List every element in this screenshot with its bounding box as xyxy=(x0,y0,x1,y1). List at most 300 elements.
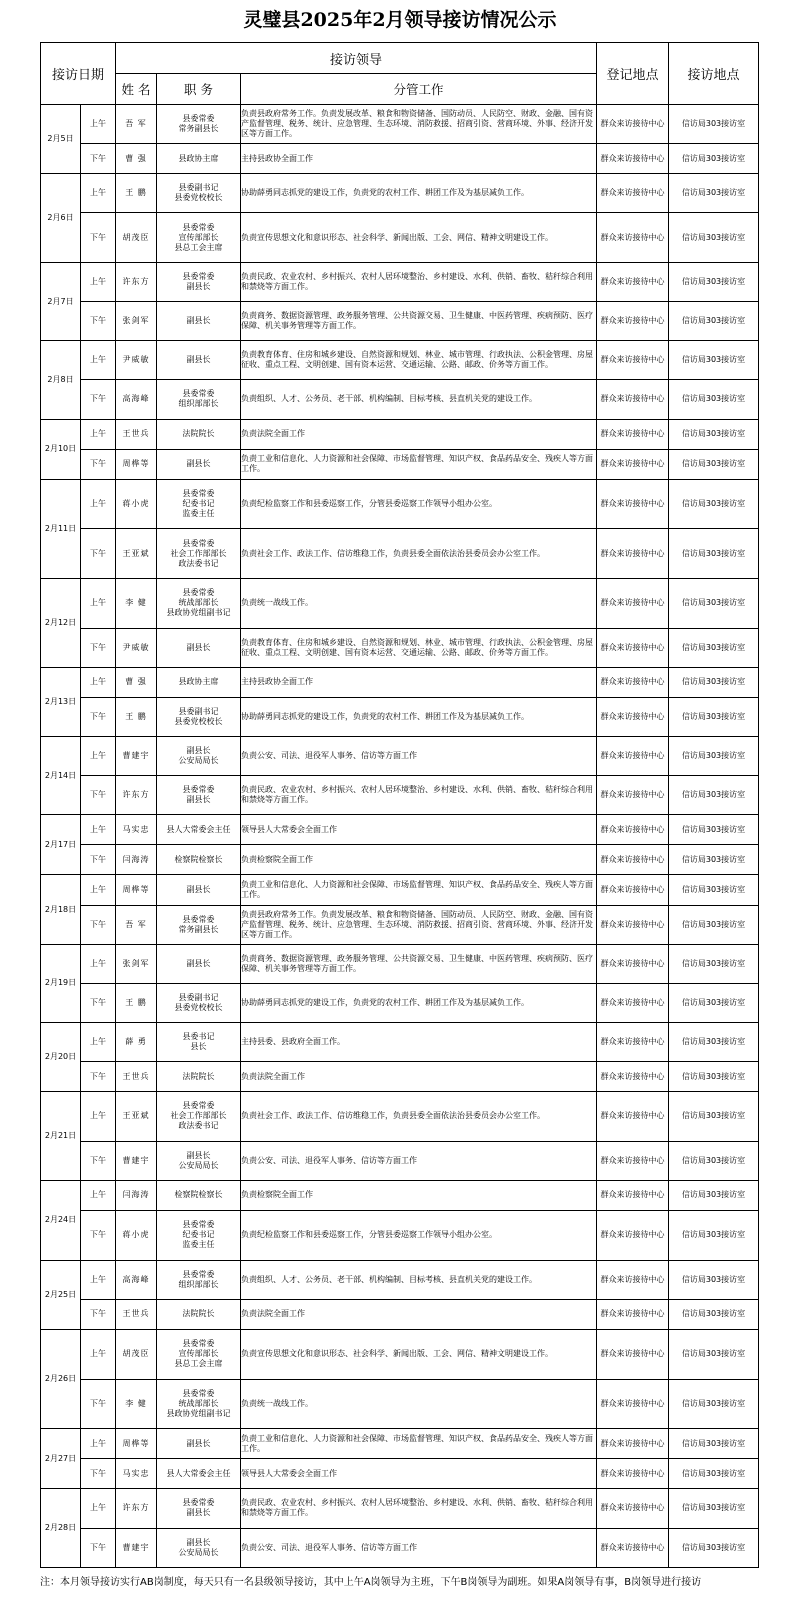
duty-cell: 领导县人大常委会全面工作 xyxy=(241,1459,597,1489)
leader-position xyxy=(157,1260,241,1299)
leader-name: 周桦等 xyxy=(116,1429,157,1459)
period-cell: 下午 xyxy=(81,1062,116,1092)
leader-position xyxy=(157,815,241,845)
period-cell: 上午 xyxy=(81,1022,116,1061)
table-row xyxy=(41,105,759,144)
leader-name: 马实忠 xyxy=(116,815,157,845)
date-cell: 2月28日 xyxy=(41,1489,81,1567)
leader-name: 周桦等 xyxy=(116,875,157,905)
table-row xyxy=(41,213,759,263)
register-location: 群众来访接待中心 xyxy=(597,213,669,263)
position-line: 副县长 xyxy=(186,795,211,805)
position-line: 法院院长 xyxy=(182,429,215,439)
table-row xyxy=(41,1459,759,1489)
visit-location: 信访局303接访室 xyxy=(669,579,759,629)
leader-position xyxy=(157,667,241,697)
duty-cell: 负责公安、司法、退役军人事务、信访等方面工作 xyxy=(241,1141,597,1180)
duty-cell: 负责组织、人才、公务员、老干部、机构编制、目标考核、县直机关党的建设工作。 xyxy=(241,1260,597,1299)
date-cell: 2月19日 xyxy=(41,944,81,1022)
register-location: 群众来访接待中心 xyxy=(597,1429,669,1459)
leader-name: 王亚斌 xyxy=(116,529,157,579)
position-line: 县长 xyxy=(190,1041,207,1051)
leader-position xyxy=(157,479,241,529)
leader-position xyxy=(157,697,241,736)
table-row xyxy=(41,1062,759,1092)
position-line: 县政协党组副书记 xyxy=(166,608,231,618)
duty-cell: 负责民政、农业农村、乡村振兴、农村人居环境整治、乡村建设、水利、供销、畜牧、秸秆综合利用和禁烧等方面工作。 xyxy=(241,263,597,302)
position-line: 县委党校校长 xyxy=(174,716,223,726)
leader-position xyxy=(157,1379,241,1429)
table-row xyxy=(41,1022,759,1061)
table-row xyxy=(41,1299,759,1329)
period-cell: 上午 xyxy=(81,1329,116,1379)
duty-cell: 负责法院全面工作 xyxy=(241,1062,597,1092)
table-row xyxy=(41,1528,759,1567)
leader-position xyxy=(157,1429,241,1459)
position-line: 县委副书记 xyxy=(178,706,219,716)
period-cell: 上午 xyxy=(81,174,116,213)
position-line: 检察院检察长 xyxy=(174,854,223,864)
duty-cell: 负责教育体育、住房和城乡建设、自然资源和规划、林业、城市管理、行政执法、公积金管理、房屋征收、重点工程、文明创建、国有资本运营、交通运输、公路、邮政、价务等方面工作。 xyxy=(241,341,597,380)
visit-location: 信访局303接访室 xyxy=(669,1092,759,1142)
position-line: 副县长 xyxy=(186,1508,211,1518)
leader-name: 王世兵 xyxy=(116,419,157,449)
date-cell: 2月8日 xyxy=(41,341,81,419)
date-cell: 2月18日 xyxy=(41,875,81,944)
position-line: 县委常委 xyxy=(182,1220,215,1230)
duty-cell: 负责法院全面工作 xyxy=(241,419,597,449)
header-duty: 分管工作 xyxy=(241,74,597,105)
period-cell: 下午 xyxy=(81,213,116,263)
register-location: 群众来访接待中心 xyxy=(597,263,669,302)
leader-position xyxy=(157,1022,241,1061)
duty-cell: 负责纪检监察工作和县委巡察工作，分管县委巡察工作领导小组办公室。 xyxy=(241,479,597,529)
position-line: 县委常委 xyxy=(182,785,215,795)
position-line: 法院院长 xyxy=(182,1309,215,1319)
position-line: 宣传部部长 xyxy=(178,232,219,242)
leader-name: 许东方 xyxy=(116,1489,157,1528)
duty-cell: 负责社会工作、政法工作、信访维稳工作，负责县委全面依法治县委员会办公室工作。 xyxy=(241,529,597,579)
register-location: 群众来访接待中心 xyxy=(597,1180,669,1210)
visit-location: 信访局303接访室 xyxy=(669,815,759,845)
leader-name: 张剑军 xyxy=(116,944,157,983)
leader-name: 李 健 xyxy=(116,579,157,629)
table-row xyxy=(41,1329,759,1379)
table-row xyxy=(41,341,759,380)
position-line: 公安局局长 xyxy=(178,1547,219,1557)
table-row xyxy=(41,529,759,579)
leader-name: 王 鹏 xyxy=(116,174,157,213)
leader-name: 吾 军 xyxy=(116,905,157,944)
leader-name: 李 健 xyxy=(116,1379,157,1429)
period-cell: 上午 xyxy=(81,815,116,845)
date-cell: 2月5日 xyxy=(41,105,81,174)
duty-cell: 主持县政协全面工作 xyxy=(241,144,597,174)
period-cell: 下午 xyxy=(81,449,116,479)
leader-position xyxy=(157,944,241,983)
leader-name: 闫海涛 xyxy=(116,845,157,875)
register-location: 群众来访接待中心 xyxy=(597,1141,669,1180)
duty-cell: 领导县人大常委会全面工作 xyxy=(241,815,597,845)
period-cell: 下午 xyxy=(81,1141,116,1180)
visit-location: 信访局303接访室 xyxy=(669,1022,759,1061)
position-line: 副县长 xyxy=(186,1438,211,1448)
visit-location: 信访局303接访室 xyxy=(669,213,759,263)
period-cell: 下午 xyxy=(81,845,116,875)
position-line: 县委常委 xyxy=(182,222,215,232)
date-cell: 2月12日 xyxy=(41,579,81,668)
period-cell: 上午 xyxy=(81,579,116,629)
register-location: 群众来访接待中心 xyxy=(597,579,669,629)
visit-location: 信访局303接访室 xyxy=(669,529,759,579)
position-line: 县委常委 xyxy=(182,489,215,499)
date-cell: 2月27日 xyxy=(41,1429,81,1489)
date-cell: 2月20日 xyxy=(41,1022,81,1091)
duty-cell: 协助薛勇同志抓党的建设工作，负责党的农村工作、耕团工作及为基层减负工作。 xyxy=(241,174,597,213)
leader-name: 马实忠 xyxy=(116,1459,157,1489)
register-location: 群众来访接待中心 xyxy=(597,697,669,736)
visit-location: 信访局303接访室 xyxy=(669,697,759,736)
visit-location: 信访局303接访室 xyxy=(669,263,759,302)
position-line: 副县长 xyxy=(186,355,211,365)
position-line: 副县长 xyxy=(186,958,211,968)
position-line: 常务副县长 xyxy=(178,124,219,134)
leader-name: 王 鹏 xyxy=(116,697,157,736)
period-cell: 上午 xyxy=(81,479,116,529)
duty-cell: 负责宣传思想文化和意识形态、社会科学、新闻出版、工会、网信、精神文明建设工作。 xyxy=(241,1329,597,1379)
leader-name: 尹威敏 xyxy=(116,341,157,380)
visit-location: 信访局303接访室 xyxy=(669,944,759,983)
position-line: 公安局局长 xyxy=(178,756,219,766)
table-row xyxy=(41,1180,759,1210)
period-cell: 上午 xyxy=(81,667,116,697)
table-row xyxy=(41,174,759,213)
duty-cell: 协助薛勇同志抓党的建设工作，负责党的农村工作、耕团工作及为基层减负工作。 xyxy=(241,983,597,1022)
leader-name: 王亚斌 xyxy=(116,1092,157,1142)
table-row xyxy=(41,1489,759,1528)
duty-cell: 负责宣传思想文化和意识形态、社会科学、新闻出版、工会、网信、精神文明建设工作。 xyxy=(241,213,597,263)
duty-cell: 主持县委、县政府全面工作。 xyxy=(241,1022,597,1061)
period-cell: 下午 xyxy=(81,628,116,667)
period-cell: 下午 xyxy=(81,144,116,174)
position-line: 县政协党组副书记 xyxy=(166,1408,231,1418)
leader-position xyxy=(157,875,241,905)
visit-location: 信访局303接访室 xyxy=(669,479,759,529)
date-cell: 2月14日 xyxy=(41,737,81,815)
duty-cell: 负责县政府常务工作。负责发展改革、粮食和物资储备、国防动员、人民防空、财政、金融、国有资产监督管理、税务、统计、应急管理、生态环境、消防救援、招商引资、营商环境、外事、经济开发区等方面工作。 xyxy=(241,105,597,144)
table-row xyxy=(41,302,759,341)
visit-location: 信访局303接访室 xyxy=(669,449,759,479)
table-row xyxy=(41,1429,759,1459)
register-location: 群众来访接待中心 xyxy=(597,1092,669,1142)
visit-location: 信访局303接访室 xyxy=(669,174,759,213)
position-line: 副县长 xyxy=(186,1150,211,1160)
register-location: 群众来访接待中心 xyxy=(597,380,669,419)
visit-location: 信访局303接访室 xyxy=(669,1528,759,1567)
period-cell: 下午 xyxy=(81,697,116,736)
position-line: 县委常委 xyxy=(182,538,215,548)
table-row xyxy=(41,875,759,905)
position-line: 县委书记 xyxy=(182,1031,215,1041)
position-line: 县委党校校长 xyxy=(174,1002,223,1012)
position-line: 公安局局长 xyxy=(178,1160,219,1170)
leader-position xyxy=(157,1459,241,1489)
leader-name: 许东方 xyxy=(116,776,157,815)
visit-location: 信访局303接访室 xyxy=(669,1429,759,1459)
position-line: 社会工作部部长 xyxy=(170,548,227,558)
period-cell: 下午 xyxy=(81,380,116,419)
header-leader: 接访领导 xyxy=(116,43,597,74)
register-location: 群众来访接待中心 xyxy=(597,737,669,776)
position-line: 常务副县长 xyxy=(178,924,219,934)
table-row xyxy=(41,815,759,845)
register-location: 群众来访接待中心 xyxy=(597,875,669,905)
leader-name: 尹威敏 xyxy=(116,628,157,667)
period-cell: 上午 xyxy=(81,105,116,144)
position-line: 社会工作部部长 xyxy=(170,1111,227,1121)
leader-name: 闫海涛 xyxy=(116,1180,157,1210)
register-location: 群众来访接待中心 xyxy=(597,144,669,174)
leader-position xyxy=(157,1489,241,1528)
leader-name: 周桦等 xyxy=(116,449,157,479)
leader-position xyxy=(157,144,241,174)
register-location: 群众来访接待中心 xyxy=(597,1211,669,1261)
register-location: 群众来访接待中心 xyxy=(597,1329,669,1379)
visit-location: 信访局303接访室 xyxy=(669,1299,759,1329)
table-row xyxy=(41,737,759,776)
duty-cell: 负责教育体育、住房和城乡建设、自然资源和规划、林业、城市管理、行政执法、公积金管理、房屋征收、重点工程、文明创建、国有资本运营、交通运输、公路、邮政、价务等方面工作。 xyxy=(241,628,597,667)
table-row xyxy=(41,905,759,944)
register-location: 群众来访接待中心 xyxy=(597,1299,669,1329)
leader-position xyxy=(157,1528,241,1567)
register-location: 群众来访接待中心 xyxy=(597,174,669,213)
table-row xyxy=(41,1092,759,1142)
register-location: 群众来访接待中心 xyxy=(597,905,669,944)
visit-location: 信访局303接访室 xyxy=(669,1379,759,1429)
page-title: 灵璧县2025年2月领导接访情况公示 xyxy=(243,9,557,31)
period-cell: 下午 xyxy=(81,529,116,579)
table-row xyxy=(41,983,759,1022)
position-line: 副县长 xyxy=(186,642,211,652)
table-row xyxy=(41,144,759,174)
duty-cell: 负责社会工作、政法工作、信访维稳工作，负责县委全面依法治县委员会办公室工作。 xyxy=(241,1092,597,1142)
table-row xyxy=(41,1141,759,1180)
period-cell: 上午 xyxy=(81,1489,116,1528)
visit-location: 信访局303接访室 xyxy=(669,1260,759,1299)
duty-cell: 负责县政府常务工作。负责发展改革、粮食和物资储备、国防动员、人民防空、财政、金融、国有资产监督管理、税务、统计、应急管理、生态环境、消防救援、招商引资、营商环境、外事、经济开发区等方面工作。 xyxy=(241,905,597,944)
position-line: 县人大常委会主任 xyxy=(166,1468,231,1478)
header-date: 接访日期 xyxy=(41,43,116,105)
period-cell: 上午 xyxy=(81,263,116,302)
visit-location: 信访局303接访室 xyxy=(669,1141,759,1180)
visit-location: 信访局303接访室 xyxy=(669,1062,759,1092)
position-line: 统战部部长 xyxy=(178,1398,219,1408)
leader-position xyxy=(157,341,241,380)
register-location: 群众来访接待中心 xyxy=(597,419,669,449)
period-cell: 下午 xyxy=(81,1211,116,1261)
register-location: 群众来访接待中心 xyxy=(597,628,669,667)
position-line: 县委常委 xyxy=(182,114,215,124)
table-row xyxy=(41,944,759,983)
leader-position xyxy=(157,1092,241,1142)
position-line: 县政协主席 xyxy=(178,153,219,163)
date-cell: 2月26日 xyxy=(41,1329,81,1428)
duty-cell: 负责纪检监察工作和县委巡察工作，分管县委巡察工作领导小组办公室。 xyxy=(241,1211,597,1261)
visit-location: 信访局303接访室 xyxy=(669,1489,759,1528)
visit-location: 信访局303接访室 xyxy=(669,419,759,449)
leader-position xyxy=(157,419,241,449)
period-cell: 上午 xyxy=(81,875,116,905)
leader-name: 胡茂臣 xyxy=(116,213,157,263)
visit-location: 信访局303接访室 xyxy=(669,105,759,144)
position-line: 县委副书记 xyxy=(178,992,219,1002)
position-line: 县委常委 xyxy=(182,1498,215,1508)
leader-position xyxy=(157,105,241,144)
table-row xyxy=(41,845,759,875)
position-line: 统战部部长 xyxy=(178,598,219,608)
duty-cell: 负责法院全面工作 xyxy=(241,1299,597,1329)
leader-name: 蒋小虎 xyxy=(116,479,157,529)
duty-cell: 负责公安、司法、退役军人事务、信访等方面工作 xyxy=(241,737,597,776)
leader-position xyxy=(157,529,241,579)
register-location: 群众来访接待中心 xyxy=(597,983,669,1022)
register-location: 群众来访接待中心 xyxy=(597,815,669,845)
leader-name: 薛 勇 xyxy=(116,1022,157,1061)
register-location: 群众来访接待中心 xyxy=(597,1528,669,1567)
table-row xyxy=(41,697,759,736)
leader-position xyxy=(157,380,241,419)
duty-cell: 主持县政协全面工作 xyxy=(241,667,597,697)
leader-name: 王世兵 xyxy=(116,1299,157,1329)
period-cell: 下午 xyxy=(81,905,116,944)
position-line: 县委常委 xyxy=(182,1101,215,1111)
visit-location: 信访局303接访室 xyxy=(669,341,759,380)
leader-name: 曹 强 xyxy=(116,144,157,174)
position-line: 政法委书记 xyxy=(178,558,219,568)
position-line: 县委常委 xyxy=(182,1388,215,1398)
position-line: 县委常委 xyxy=(182,1339,215,1349)
period-cell: 下午 xyxy=(81,1379,116,1429)
position-line: 县委副书记 xyxy=(178,183,219,193)
table-row xyxy=(41,1211,759,1261)
date-cell: 2月21日 xyxy=(41,1092,81,1181)
date-cell: 2月24日 xyxy=(41,1180,81,1260)
leader-position xyxy=(157,263,241,302)
position-line: 县委常委 xyxy=(182,272,215,282)
position-line: 县总工会主席 xyxy=(174,242,223,252)
header-name: 姓 名 xyxy=(116,74,157,105)
position-line: 副县长 xyxy=(186,282,211,292)
register-location: 群众来访接待中心 xyxy=(597,1022,669,1061)
position-line: 县委常委 xyxy=(182,1269,215,1279)
leader-position xyxy=(157,579,241,629)
leader-name: 高海峰 xyxy=(116,380,157,419)
register-location: 群众来访接待中心 xyxy=(597,944,669,983)
position-line: 检察院检察长 xyxy=(174,1190,223,1200)
date-cell: 2月10日 xyxy=(41,419,81,479)
position-line: 副县长 xyxy=(186,316,211,326)
header-register: 登记地点 xyxy=(597,43,669,105)
period-cell: 上午 xyxy=(81,1180,116,1210)
duty-cell: 负责商务、数据资源管理、政务服务管理、公共资源交易、卫生健康、中医药管理、疾病预防、医疗保障、机关事务管理等方面工作。 xyxy=(241,302,597,341)
duty-cell: 负责统一战线工作。 xyxy=(241,579,597,629)
period-cell: 下午 xyxy=(81,1299,116,1329)
leader-position xyxy=(157,174,241,213)
visit-location: 信访局303接访室 xyxy=(669,776,759,815)
period-cell: 下午 xyxy=(81,776,116,815)
date-cell: 2月11日 xyxy=(41,479,81,578)
visit-location: 信访局303接访室 xyxy=(669,1459,759,1489)
leader-name: 王世兵 xyxy=(116,1062,157,1092)
register-location: 群众来访接待中心 xyxy=(597,667,669,697)
period-cell: 下午 xyxy=(81,1459,116,1489)
visit-location: 信访局303接访室 xyxy=(669,875,759,905)
visit-location: 信访局303接访室 xyxy=(669,1180,759,1210)
visit-location: 信访局303接访室 xyxy=(669,983,759,1022)
period-cell: 下午 xyxy=(81,1528,116,1567)
duty-cell: 负责检察院全面工作 xyxy=(241,845,597,875)
position-line: 纪委书记 xyxy=(182,1230,215,1240)
leader-position xyxy=(157,1062,241,1092)
register-location: 群众来访接待中心 xyxy=(597,302,669,341)
leader-position xyxy=(157,845,241,875)
duty-cell: 协助薛勇同志抓党的建设工作，负责党的农村工作、耕团工作及为基层减负工作。 xyxy=(241,697,597,736)
register-location: 群众来访接待中心 xyxy=(597,1062,669,1092)
table-row xyxy=(41,449,759,479)
leader-position xyxy=(157,302,241,341)
leader-position xyxy=(157,1180,241,1210)
position-line: 监委主任 xyxy=(182,1240,215,1250)
date-cell: 2月6日 xyxy=(41,174,81,263)
leader-name: 曹 强 xyxy=(116,667,157,697)
period-cell: 上午 xyxy=(81,944,116,983)
register-location: 群众来访接待中心 xyxy=(597,845,669,875)
leader-name: 许东方 xyxy=(116,263,157,302)
table-row xyxy=(41,579,759,629)
leader-position xyxy=(157,628,241,667)
visit-location: 信访局303接访室 xyxy=(669,302,759,341)
reception-schedule-table xyxy=(40,42,759,1568)
duty-cell: 负责商务、数据资源管理、政务服务管理、公共资源交易、卫生健康、中医药管理、疾病预防、医疗保障、机关事务管理等方面工作。 xyxy=(241,944,597,983)
register-location: 群众来访接待中心 xyxy=(597,341,669,380)
position-line: 法院院长 xyxy=(182,1071,215,1081)
leader-name: 蒋小虎 xyxy=(116,1211,157,1261)
leader-position xyxy=(157,1211,241,1261)
position-line: 宣传部部长 xyxy=(178,1349,219,1359)
leader-name: 曹建宇 xyxy=(116,737,157,776)
period-cell: 下午 xyxy=(81,983,116,1022)
position-line: 县总工会主席 xyxy=(174,1359,223,1369)
table-header xyxy=(41,43,759,105)
position-line: 副县长 xyxy=(186,1537,211,1547)
duty-cell: 负责民政、农业农村、乡村振兴、农村人居环境整治、乡村建设、水利、供销、畜牧、秸秆综合利用和禁烧等方面工作。 xyxy=(241,776,597,815)
register-location: 群众来访接待中心 xyxy=(597,529,669,579)
leader-position xyxy=(157,776,241,815)
duty-cell: 负责组织、人才、公务员、老干部、机构编制、目标考核、县直机关党的建设工作。 xyxy=(241,380,597,419)
period-cell: 下午 xyxy=(81,302,116,341)
leader-name: 高海峰 xyxy=(116,1260,157,1299)
duty-cell: 负责工业和信息化、人力资源和社会保障、市场监督管理、知识产权、食品药品安全、残疾人等方面工作。 xyxy=(241,449,597,479)
table-row xyxy=(41,419,759,449)
leader-position xyxy=(157,1141,241,1180)
position-line: 县政协主席 xyxy=(178,677,219,687)
position-line: 县委常委 xyxy=(182,588,215,598)
position-line: 县委党校校长 xyxy=(174,193,223,203)
visit-location: 信访局303接访室 xyxy=(669,737,759,776)
leader-name: 曹建宇 xyxy=(116,1528,157,1567)
visit-location: 信访局303接访室 xyxy=(669,845,759,875)
register-location: 群众来访接待中心 xyxy=(597,1379,669,1429)
